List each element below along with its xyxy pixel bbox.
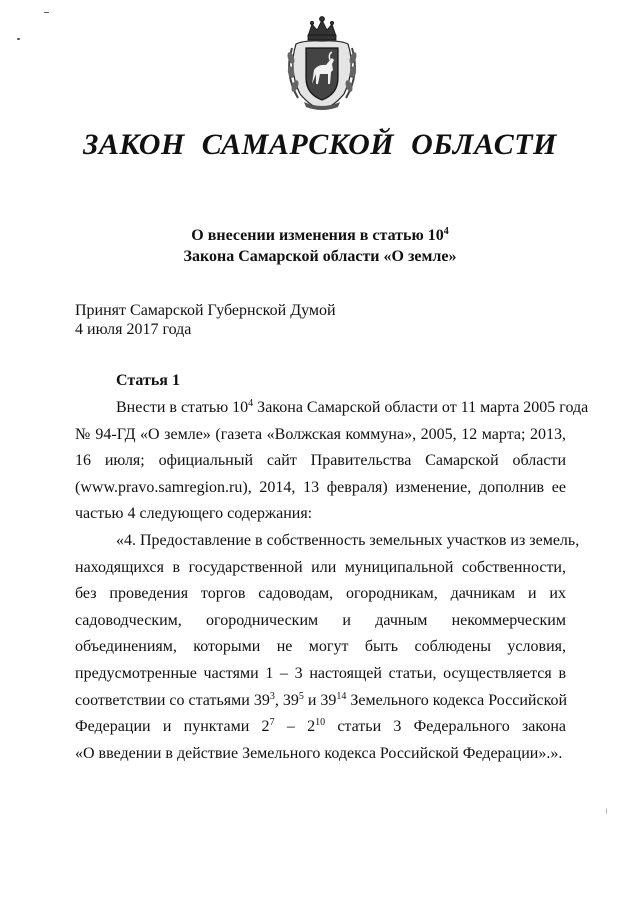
text-line: без проведения торгов садоводам, огородникам, дачникам и их bbox=[75, 585, 566, 603]
subject-line-1: О внесении изменения в статью $10^4$ bbox=[191, 226, 449, 244]
text-line: «4. Предоставление в собственность земельных участков из земель, bbox=[116, 532, 580, 549]
text-line: № 94-ГД «О земле» (газета «Волжская коммуна», 2005, 12 марта; 2013, bbox=[75, 425, 566, 443]
scan-speck bbox=[17, 38, 20, 40]
text-line: предусмотренные частями 1 – 3 настоящей статьи, осуществляется в bbox=[75, 664, 566, 682]
adoption-body: Принят Самарской Губернской Думой bbox=[75, 302, 336, 319]
text-line: частью 4 следующего содержания: bbox=[75, 505, 313, 523]
subject-line-2: Закона Самарской области «О земле» bbox=[183, 248, 457, 265]
text-line: Внести в статью $10^4$ Закона Самарской области от 11 марта 2005 года bbox=[116, 398, 589, 416]
text-line: «О введении в действие Земельного кодекса Российской Федерации».». bbox=[75, 744, 563, 762]
scan-speck bbox=[44, 12, 49, 13]
adoption-date: 4 июля 2017 года bbox=[75, 321, 192, 338]
text-line: садоводческим, огородническим и дачным некоммерческим bbox=[75, 611, 566, 629]
article-heading: Статья 1 bbox=[116, 372, 180, 389]
law-title: ЗАКОН САМАРСКОЙ ОБЛАСТИ bbox=[83, 128, 557, 161]
text-line: 16 июля; официальный сайт Правительства Самарской области bbox=[75, 452, 566, 470]
text-line: находящихся в государственной или муниципальной собственности, bbox=[75, 558, 566, 576]
article-paragraph-2 bbox=[75, 528, 580, 767]
article-paragraph-1 bbox=[75, 395, 589, 528]
law-subject bbox=[0, 225, 640, 267]
text-line: (www.pravo.samregion.ru), 2014, 13 февраля) изменение, дополнив ее bbox=[75, 478, 566, 496]
scan-speck bbox=[606, 808, 607, 814]
text-line: объединениям, которыми не могут быть соблюдены условия, bbox=[75, 638, 566, 656]
text-line: соответствии со статьями $39^3$, $39^5$ и $39^{14}$ Земельного кодекса Российской bbox=[75, 690, 568, 709]
text-line: Федерации и пунктами $2^7 - 2^{10}$ статьи 3 Федерального закона bbox=[75, 717, 566, 736]
coat-of-arms-icon bbox=[282, 14, 362, 112]
adoption-note bbox=[75, 301, 336, 339]
